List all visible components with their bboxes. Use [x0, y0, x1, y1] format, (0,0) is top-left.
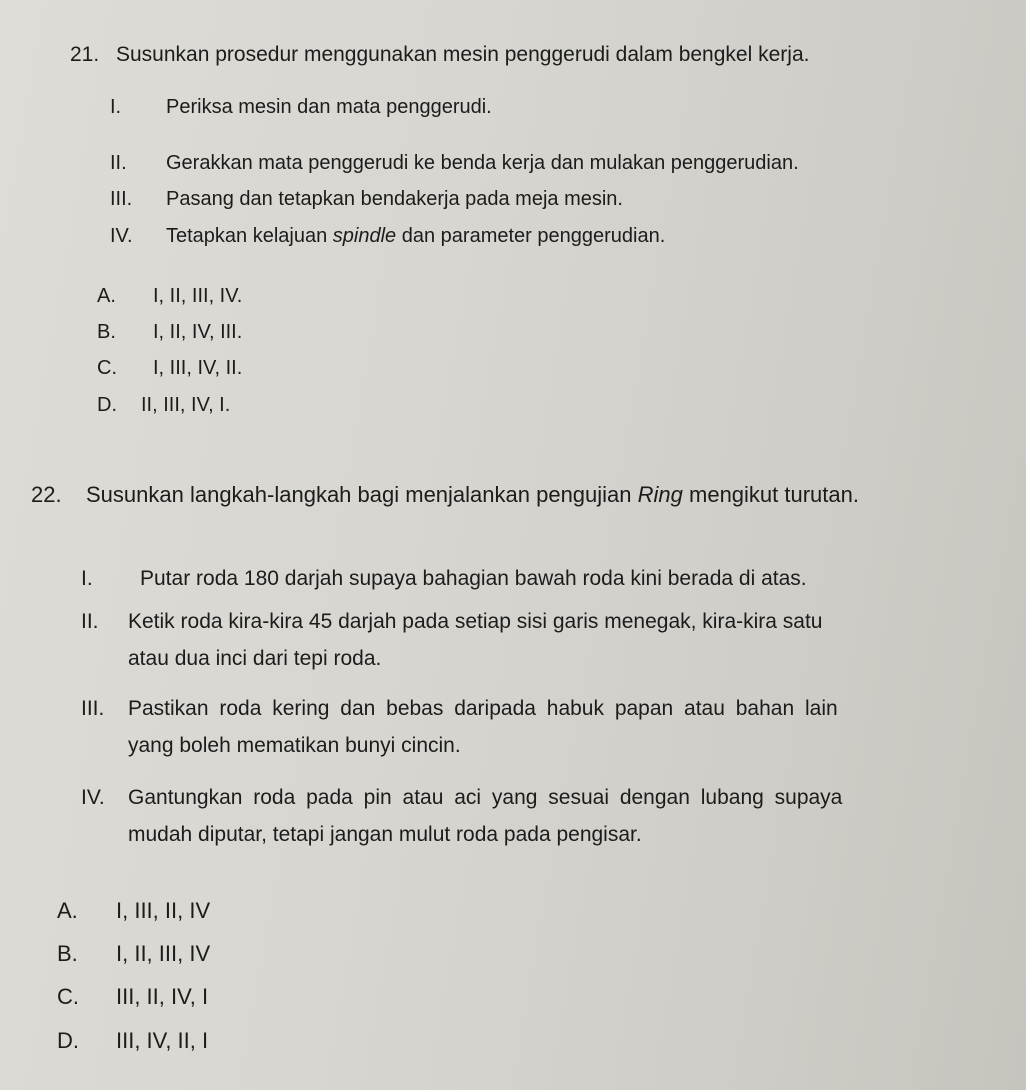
statement-numeral: I. [110, 96, 122, 118]
statement-text-part: dan parameter penggerudian. [396, 225, 666, 247]
option-value: I, II, III, IV. [153, 285, 243, 307]
statement-iv [110, 223, 930, 249]
statement-text: Putar roda 180 darjah supaya bahagian bawah roda kini berada di atas. [140, 567, 807, 590]
statement-text: Pasang dan tetapkan bendakerja pada meja mesin. [166, 188, 623, 210]
option-value: I, III, IV, II. [153, 357, 243, 379]
question-number: 22. [31, 482, 62, 507]
statement-italic-term: spindle [332, 225, 397, 247]
statement-numeral: II. [81, 610, 99, 633]
statement-text-line: Ketik roda kira-kira 45 darjah pada setiap sisi garis menegak, kira-kira satu [128, 610, 823, 633]
question-text: Susunkan prosedur menggunakan mesin penggerudi dalam bengkel kerja. [116, 43, 810, 66]
question-21-title [70, 42, 809, 68]
option-value: III, IV, II, I [116, 1028, 209, 1053]
statement-text [166, 223, 930, 249]
option-letter: D. [97, 394, 117, 416]
statement-i [110, 94, 930, 120]
statement-text-line: yang boleh mematikan bunyi cincin. [128, 734, 461, 757]
statement-ii [110, 150, 930, 176]
statement-text-line: Pastikan roda kering dan bebas daripada habuk papan atau bahan lain [128, 697, 838, 720]
statement-numeral: III. [110, 188, 133, 210]
option-letter: B. [57, 941, 78, 966]
question-text: mengikut turutan. [682, 482, 859, 507]
question-italic-term: Ring [637, 482, 683, 507]
statement-numeral: I. [81, 567, 93, 590]
statement-numeral: II. [110, 152, 127, 174]
option-letter: A. [97, 285, 116, 307]
option-value: I, II, IV, III. [153, 321, 243, 343]
option-value: I, II, III, IV [116, 941, 211, 966]
question-22-title [31, 482, 859, 508]
option-letter: C. [57, 984, 79, 1009]
option-letter: C. [97, 357, 117, 379]
question-text: Susunkan langkah-langkah bagi menjalankan pengujian [86, 482, 638, 507]
question-number: 21. [70, 43, 100, 66]
statement-ii [81, 609, 941, 672]
statement-numeral: IV. [110, 225, 133, 247]
option-value: I, III, II, IV [116, 898, 211, 923]
statement-numeral: III. [81, 697, 105, 720]
statement-numeral: IV. [81, 786, 105, 809]
option-value: II, III, IV, I. [141, 394, 231, 416]
statement-text-part: Tetapkan kelajuan [166, 225, 333, 247]
statement-text-line: Gantungkan roda pada pin atau aci yang sesuai dengan lubang supaya [128, 786, 843, 809]
option-letter: A. [57, 898, 78, 923]
statement-text-line: mudah diputar, tetapi jangan mulut roda pada pengisar. [128, 823, 642, 846]
option-letter: D. [57, 1028, 79, 1053]
option-letter: B. [97, 321, 116, 343]
statement-iii [110, 186, 930, 212]
statement-text: Gerakkan mata penggerudi ke benda kerja dan mulakan penggerudian. [166, 152, 799, 174]
statement-text-line: atau dua inci dari tepi roda. [128, 647, 382, 670]
statement-iii [81, 696, 941, 759]
statement-iv [81, 785, 961, 848]
statement-text: Periksa mesin dan mata penggerudi. [166, 96, 492, 118]
statement-i [81, 566, 941, 592]
option-value: III, II, IV, I [116, 984, 209, 1009]
